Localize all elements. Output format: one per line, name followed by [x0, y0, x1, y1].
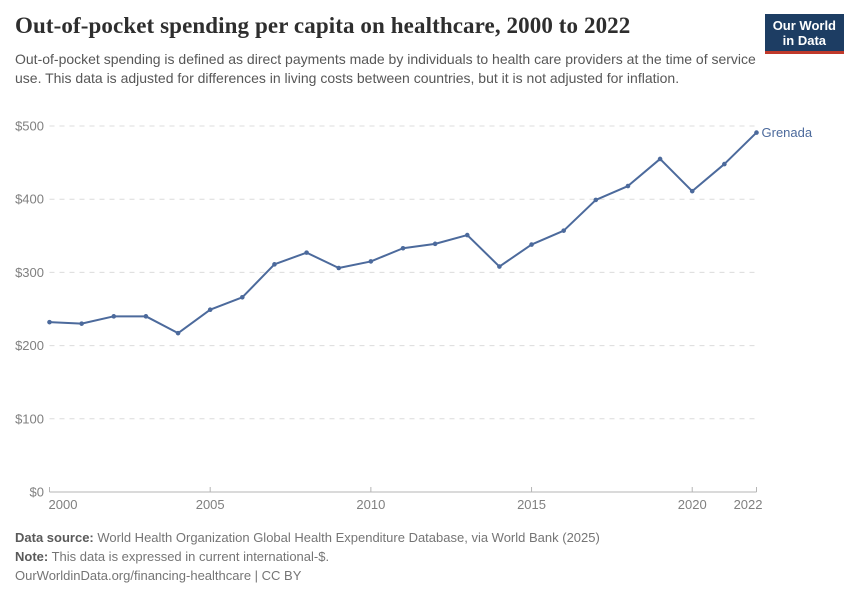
- data-point: [111, 314, 116, 319]
- x-axis-tick-label: 2022: [733, 497, 763, 512]
- x-axis-tick-label: 2020: [677, 497, 707, 512]
- y-axis-tick-label: $300: [15, 264, 44, 280]
- data-point: [304, 250, 309, 255]
- note-line: [15, 547, 835, 566]
- data-source-text: World Health Organization Global Health Expenditure Database, via World Bank (2025): [93, 530, 600, 545]
- y-axis-tick-label: $0: [29, 484, 44, 500]
- data-point: [240, 295, 245, 300]
- data-point: [272, 262, 277, 267]
- chart-footer: [15, 528, 835, 585]
- data-point: [722, 162, 727, 167]
- y-axis-tick-label: $500: [15, 118, 44, 134]
- x-axis-tick-label: 2005: [195, 497, 225, 512]
- data-point: [690, 189, 695, 194]
- citation-line: OurWorldinData.org/financing-healthcare | CC BY: [15, 568, 302, 583]
- data-point: [176, 331, 181, 336]
- data-point: [208, 307, 213, 312]
- data-point: [529, 242, 534, 247]
- y-axis-tick-label: $100: [15, 411, 44, 427]
- x-axis-tick-label: 2015: [517, 497, 547, 512]
- owid-logo-line2: in Data: [782, 33, 827, 48]
- note-text: This data is expressed in current international-$.: [48, 549, 330, 564]
- data-point: [594, 198, 599, 203]
- y-axis-tick-label: $200: [15, 338, 44, 354]
- data-point: [79, 321, 84, 326]
- data-point: [401, 246, 406, 251]
- data-point: [433, 242, 438, 247]
- y-axis-tick-label: $400: [15, 191, 44, 207]
- data-point: [658, 157, 663, 162]
- data-line-grenada: [50, 133, 757, 334]
- data-source-label: Data source:: [15, 530, 94, 545]
- owid-logo-line1: Our World: [772, 18, 836, 33]
- chart-subtitle: Out-of-pocket spending is defined as direct payments made by individuals to health care providers at the time of service use. This data is adjusted for differences in living costs between countries, but it is not adjusted for inflation.: [15, 51, 756, 86]
- data-point: [369, 259, 374, 264]
- data-source-line: [15, 528, 835, 547]
- page-title: Out-of-pocket spending per capita on healthcare, 2000 to 2022: [15, 13, 631, 38]
- data-point: [144, 314, 149, 319]
- data-point: [336, 266, 341, 271]
- data-point: [497, 264, 502, 269]
- series-end-label: Grenada: [761, 125, 813, 141]
- data-point: [754, 130, 759, 135]
- data-point: [561, 228, 566, 233]
- data-point: [465, 233, 470, 238]
- x-axis-tick-label: 2000: [48, 497, 78, 512]
- x-axis-tick-label: 2010: [356, 497, 386, 512]
- data-point: [47, 320, 52, 325]
- data-point: [626, 184, 631, 189]
- note-label: Note:: [15, 549, 49, 564]
